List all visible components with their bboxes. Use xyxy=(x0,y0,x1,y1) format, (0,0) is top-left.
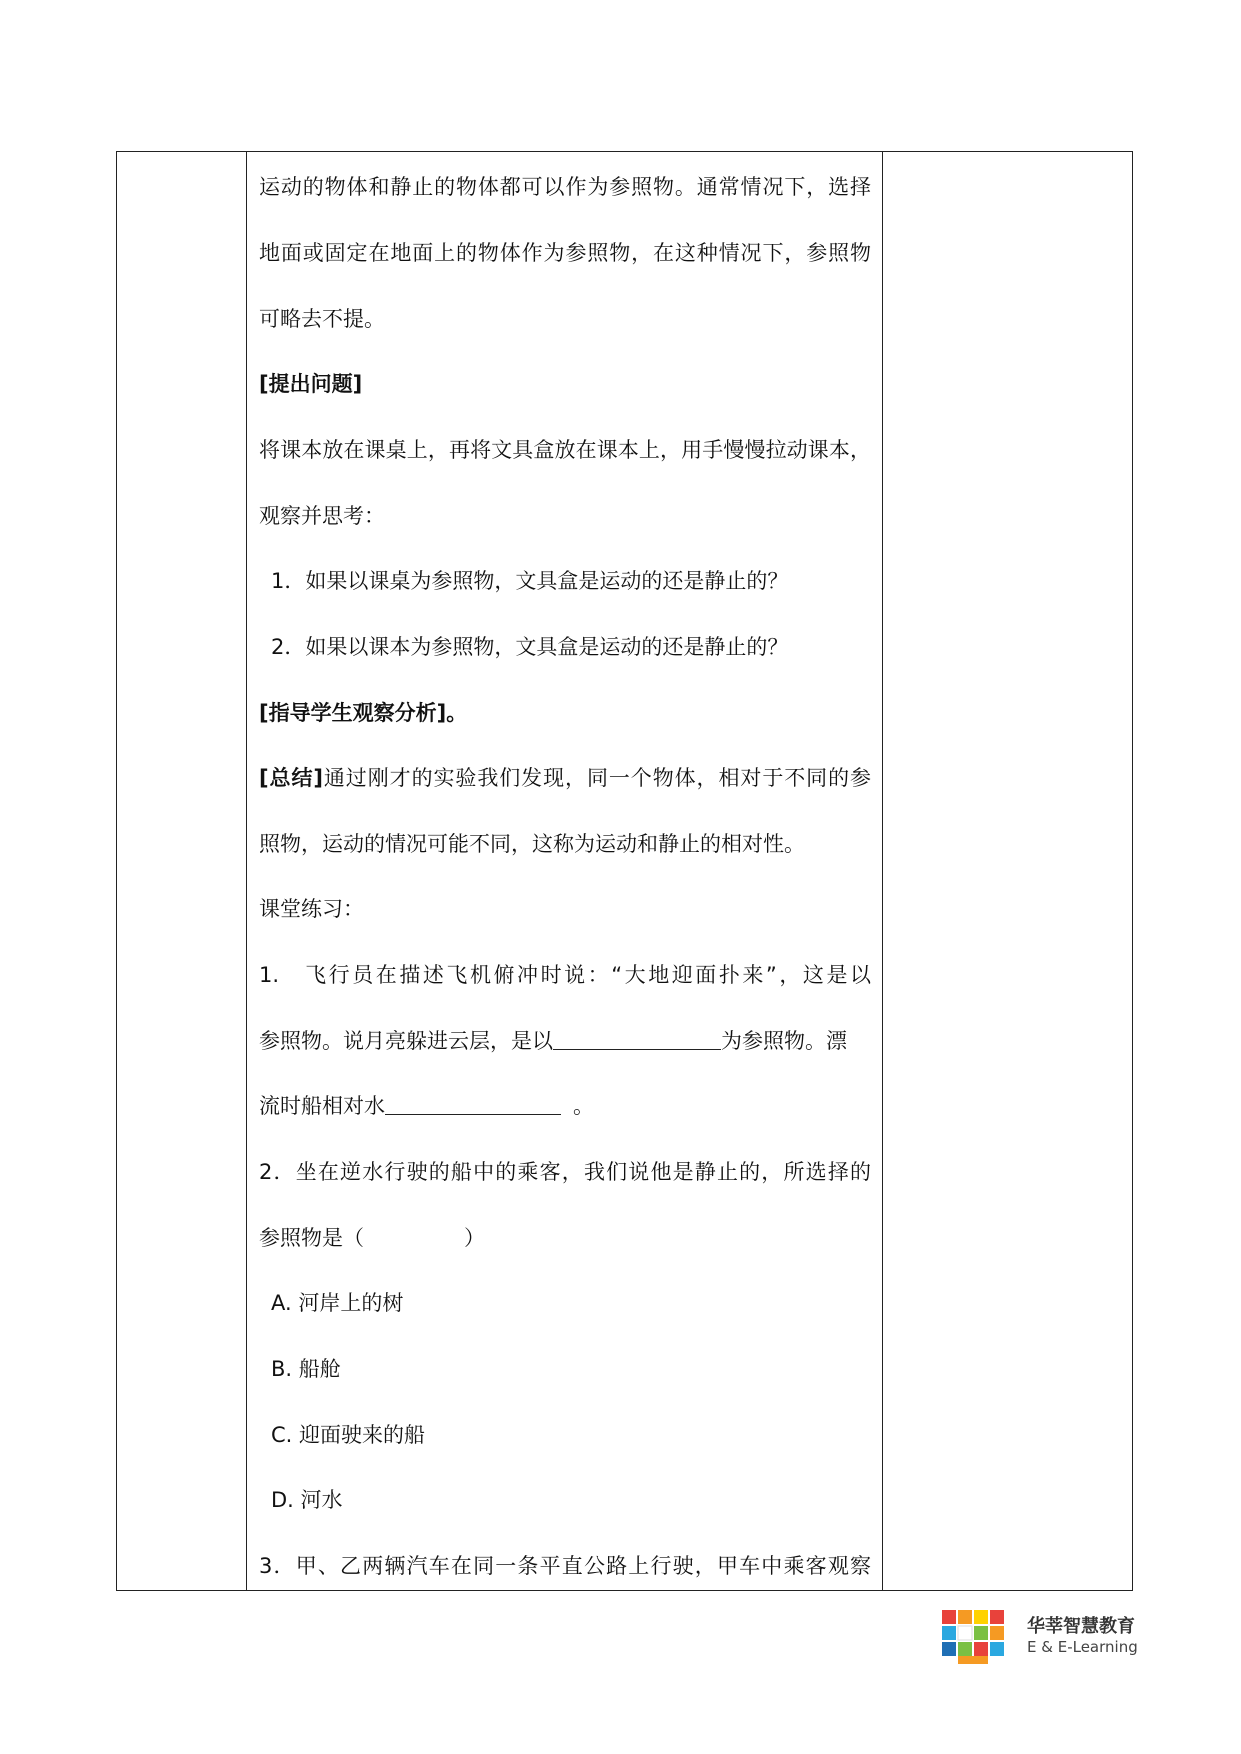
exercise-line: 1. 飞行员在描述飞机俯冲时说：“大地迎面扑来”，这是以 xyxy=(259,963,871,987)
practice-title: 课堂练习： xyxy=(259,897,364,921)
column-divider-right xyxy=(882,152,883,1590)
lesson-table xyxy=(116,151,1133,1591)
exercise-line xyxy=(259,1091,594,1121)
text-line: 运动的物体和静止的物体都可以作为参照物。通常情况下，选择 xyxy=(259,175,871,199)
option-a: A. 河岸上的树 xyxy=(271,1291,404,1315)
exercise-text: 为参照物。漂 xyxy=(721,1029,847,1053)
logo-english-name: E & E-Learning xyxy=(1027,1638,1138,1656)
section-heading: [指导学生观察分析]。 xyxy=(259,701,468,725)
exercise-text: ） xyxy=(464,1226,485,1250)
text-line: 将课本放在课桌上，再将文具盒放在课本上，用手慢慢拉动课本， xyxy=(259,438,871,462)
question-line: 2．如果以课本为参照物，文具盒是运动的还是静止的？ xyxy=(271,635,789,659)
question-line: 1．如果以课桌为参照物，文具盒是运动的还是静止的？ xyxy=(271,569,789,593)
exercise-text: 流时船相对水 xyxy=(259,1094,385,1118)
logo-chinese-name: 华莘智慧教育 xyxy=(1027,1616,1135,1637)
option-c: C. 迎面驶来的船 xyxy=(271,1423,426,1447)
section-heading: [提出问题] xyxy=(259,372,363,396)
exercise-text: 参照物是（ xyxy=(259,1226,364,1250)
option-b: B. 船舱 xyxy=(271,1357,341,1381)
exercise-line xyxy=(259,1026,847,1056)
logo-cube-icon xyxy=(938,1606,1016,1668)
exercise-text: 。 xyxy=(573,1094,594,1118)
exercise-line xyxy=(259,1223,485,1253)
exercise-line: 2．坐在逆水行驶的船中的乘客，我们说他是静止的，所选择的 xyxy=(259,1160,871,1184)
brand-logo xyxy=(938,1606,1138,1666)
answer-blank[interactable] xyxy=(553,1027,721,1050)
exercise-text: 参照物。说月亮躲进云层，是以 xyxy=(259,1029,553,1053)
summary-text: 通过刚才的实验我们发现，同一个物体，相对于不同的参 xyxy=(322,766,871,790)
text-line: 观察并思考： xyxy=(259,504,385,528)
text-line: 可略去不提。 xyxy=(259,307,385,331)
column-divider-left xyxy=(246,152,247,1590)
summary-line xyxy=(259,763,871,793)
text-line: 地面或固定在地面上的物体作为参照物，在这种情况下，参照物 xyxy=(259,241,871,265)
exercise-line: 3．甲、乙两辆汽车在同一条平直公路上行驶，甲车中乘客观察 xyxy=(259,1554,871,1578)
answer-blank[interactable] xyxy=(385,1092,561,1115)
option-d: D. 河水 xyxy=(271,1488,343,1512)
summary-label: [总结] xyxy=(259,766,323,790)
summary-line: 照物，运动的情况可能不同，这称为运动和静止的相对性。 xyxy=(259,832,805,856)
